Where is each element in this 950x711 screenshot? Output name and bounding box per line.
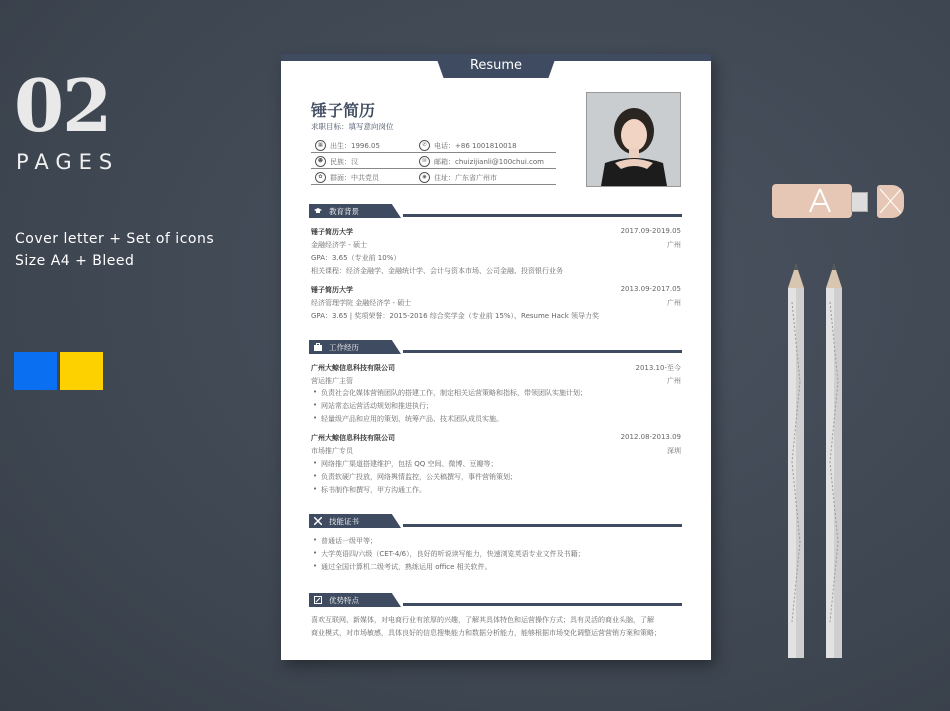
work-1-dates: 2013.10-至今 bbox=[635, 364, 681, 372]
calendar-icon: ▦ bbox=[315, 140, 326, 151]
usb-cap-pattern-icon bbox=[877, 185, 904, 218]
work-1-bullet-2: • 网站常态运营活动规划和推进执行； bbox=[321, 401, 433, 411]
info-row-1 bbox=[311, 137, 556, 153]
strengths-line-1: 喜欢互联网、新媒体，对电商行业有浓厚的兴趣，了解其具体特色和运营操作方式；具有灵活的商业头脑，了解 bbox=[311, 616, 654, 624]
work-2-role: 市场推广专员 bbox=[311, 447, 353, 455]
candidate-name: 锤子简历 bbox=[311, 101, 376, 120]
work-2-bullet-1: • 网络推广渠道搭建维护，包括 QQ 空间、微博、豆瓣等； bbox=[321, 459, 497, 469]
location-icon: ◉ bbox=[419, 172, 430, 183]
edu-1-courses: 相关课程：经济金融学、金融统计学、会计与资本市场、公司金融、投资银行业务 bbox=[311, 267, 563, 275]
work-1-bullet-1: • 负责社会化媒体营销团队的搭建工作，制定相关运营策略和指标，带领团队实施计划； bbox=[321, 388, 587, 398]
address-info: 住址：广东省广州市 bbox=[434, 173, 497, 182]
work-2-dates: 2012.08-2013.09 bbox=[620, 433, 681, 441]
section-header-skills bbox=[309, 514, 682, 528]
resume-page bbox=[281, 54, 711, 660]
tools-icon bbox=[314, 517, 322, 525]
section-title-work: 工作经历 bbox=[329, 343, 359, 352]
politics-info: 群面：中共党员 bbox=[330, 173, 379, 182]
edu-2-gpa: GPA：3.65 | 奖项荣誉：2015-2016 综合奖学金（专业前 15%）、Resume Hack 领导力奖 bbox=[311, 312, 600, 320]
edu-1-major: 金融经济学 - 硕士 bbox=[311, 241, 367, 249]
portrait-illustration bbox=[587, 93, 680, 186]
phone-icon: ✆ bbox=[419, 140, 430, 151]
briefcase-icon bbox=[314, 343, 322, 351]
ethnicity-info: 民族：汉 bbox=[330, 157, 358, 166]
job-target: 求职目标：填写意向岗位 bbox=[311, 122, 394, 131]
work-1-company: 广州大鲸信息科技有限公司 bbox=[311, 364, 395, 372]
skill-bullet-2: • 大学英语四/六级（CET-4/6），良好的听说读写能力，快速浏览英语专业文件及书籍； bbox=[321, 549, 585, 559]
section-title-skills: 技能证书 bbox=[329, 517, 359, 526]
pages-label: PAGES bbox=[16, 150, 120, 174]
work-2-bullet-2: • 负责软硬广投放，网络舆情监控，公关稿撰写，事件营销策划； bbox=[321, 472, 517, 482]
email-info: 邮箱：chuizijianli@100chui.com bbox=[434, 157, 544, 166]
edu-2-dates: 2013.09-2017.05 bbox=[620, 285, 681, 293]
promo-line-1: Cover letter + Set of icons bbox=[15, 231, 215, 247]
edu-1-dates: 2017.09-2019.05 bbox=[620, 227, 681, 235]
profile-photo bbox=[586, 92, 681, 187]
pages-count: 02 bbox=[14, 63, 111, 148]
section-title-strengths: 优势特点 bbox=[329, 596, 359, 605]
usb-cap bbox=[877, 185, 904, 218]
work-2-bullet-3: • 标书制作和撰写，甲方沟通工作。 bbox=[321, 485, 426, 495]
edu-1-city: 广州 bbox=[667, 241, 681, 249]
skill-bullet-1: • 普通话一级甲等； bbox=[321, 536, 377, 546]
pencil-left bbox=[788, 264, 804, 658]
edu-2-city: 广州 bbox=[667, 299, 681, 307]
edu-1-gpa: GPA：3.65（专业前 10%） bbox=[311, 254, 401, 262]
edu-1-school: 锤子简历大学 bbox=[311, 228, 353, 236]
info-row-2 bbox=[311, 153, 556, 169]
color-swatch-blue bbox=[14, 352, 57, 390]
promo-line-2: Size A4 + Bleed bbox=[15, 253, 135, 269]
edit-icon bbox=[314, 596, 322, 604]
color-swatch-yellow bbox=[60, 352, 103, 390]
work-1-role: 营运推广主管 bbox=[311, 377, 353, 385]
party-icon: ✿ bbox=[315, 172, 326, 183]
strengths-line-2: 商业模式，对市场敏感，具体良好的信息搜集能力和数据分析能力，能够根据市场变化调整运营营销方案和策略； bbox=[311, 629, 661, 637]
section-header-work bbox=[309, 340, 682, 354]
usb-logo-icon bbox=[772, 184, 852, 218]
graduation-cap-icon bbox=[314, 207, 322, 215]
resume-tab-label: Resume bbox=[469, 58, 523, 73]
work-2-company: 广州大鲸信息科技有限公司 bbox=[311, 434, 395, 442]
edu-2-major: 经济管理学院 金融经济学 - 硕士 bbox=[311, 299, 412, 307]
phone-info: 电话：+86 1001810018 bbox=[434, 141, 517, 150]
section-header-education bbox=[309, 204, 682, 218]
skill-bullet-3: • 通过全国计算机二级考试，熟练运用 office 相关软件。 bbox=[321, 562, 492, 572]
usb-plug bbox=[851, 192, 868, 212]
pencil-right bbox=[826, 264, 842, 658]
work-1-city: 广州 bbox=[667, 377, 681, 385]
work-1-bullet-3: • 轻量级产品和应用的策划，统筹产品、技术团队成员实施。 bbox=[321, 414, 503, 424]
info-row-3 bbox=[311, 169, 556, 185]
usb-drive-body bbox=[772, 184, 852, 218]
section-title-education: 教育背景 bbox=[329, 207, 359, 216]
edu-2-school: 锤子简历大学 bbox=[311, 286, 353, 294]
birth-info: 出生：1996.05 bbox=[330, 141, 380, 150]
work-2-city: 深圳 bbox=[667, 447, 681, 455]
mail-icon: ✉ bbox=[419, 156, 430, 167]
pencils-illustration bbox=[770, 262, 860, 682]
people-icon: ☻ bbox=[315, 156, 326, 167]
section-header-strengths bbox=[309, 593, 682, 607]
